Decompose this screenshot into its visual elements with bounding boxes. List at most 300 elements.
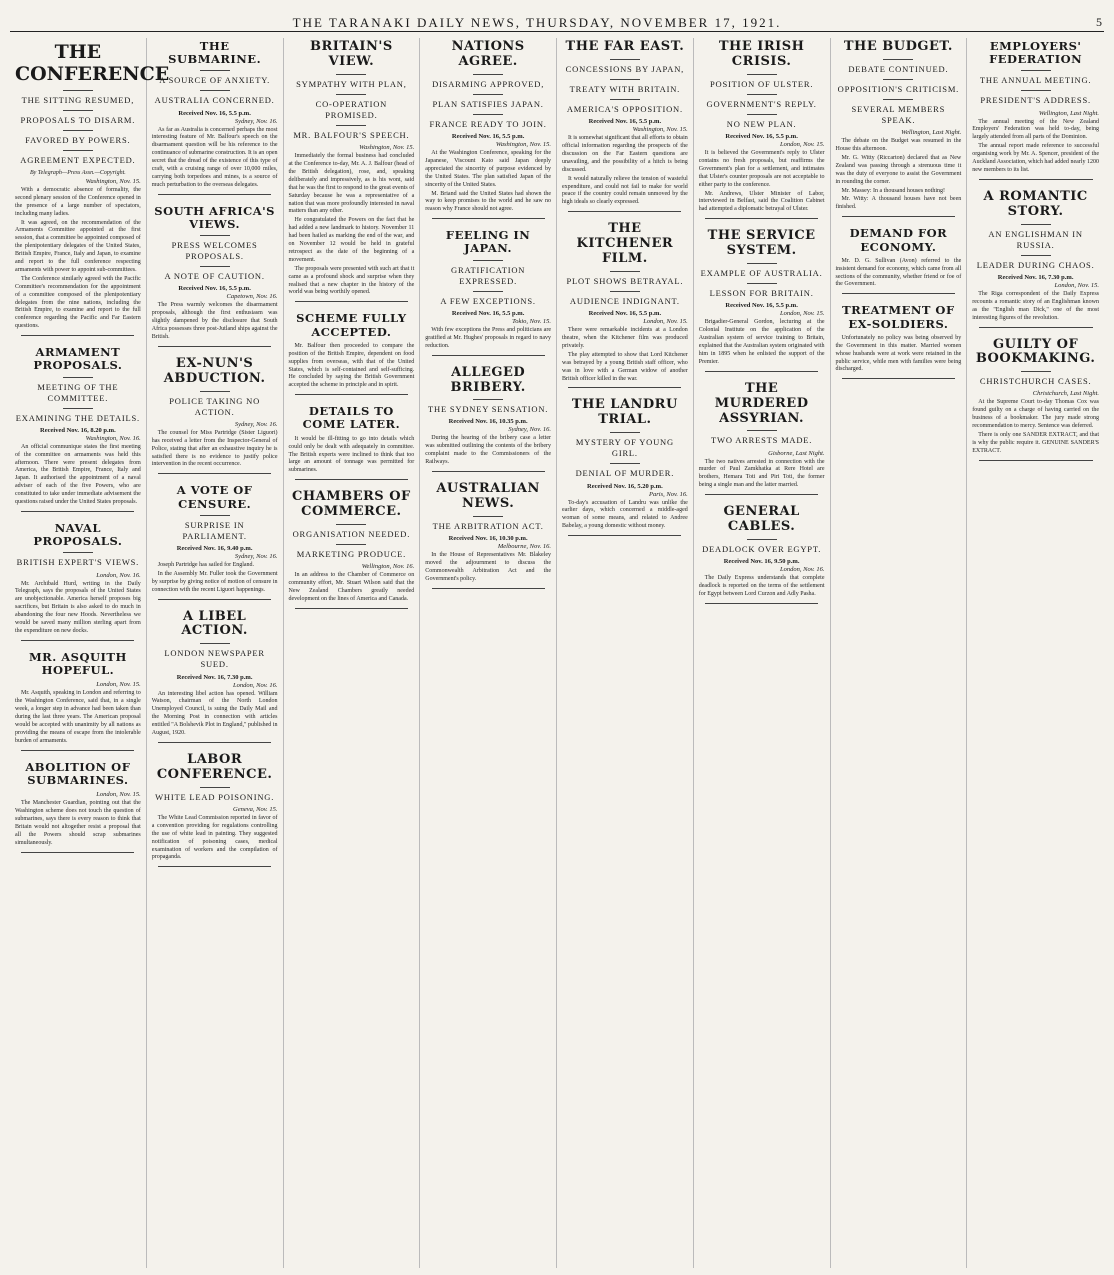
article-end-rule [158, 473, 271, 474]
divider-rule [473, 399, 503, 400]
article-dateline: Washington, Nov. 15. [359, 144, 415, 152]
article [699, 40, 825, 219]
column-8 [967, 38, 1104, 1268]
article [15, 41, 170, 336]
body-paragraph: Mr. Massey: In a thousand houses nothing! [841, 187, 945, 194]
masthead-title: THE TARANAKI DAILY NEWS, THURSDAY, NOVEMBER 17, 1921. [292, 14, 782, 30]
article-dateline: Wellington, Last Night. [901, 129, 962, 137]
article-headline: THE SERVICE SYSTEM. [707, 228, 816, 259]
article-end-rule [705, 371, 818, 372]
divider-rule [63, 90, 93, 91]
article [289, 405, 415, 480]
article-body [425, 327, 551, 351]
divider-rule [747, 539, 777, 540]
body-paragraph: The annual meeting of the New Zealand Employers' Federation was held to-day, being largely attended from all parts of the Dominion. [972, 118, 1099, 141]
divider-rule [200, 90, 230, 91]
column-4 [420, 38, 557, 1268]
article-headline: TREATMENT OF EX-SOLDIERS. [842, 303, 955, 331]
article-end-rule [842, 216, 955, 217]
divider-rule [200, 515, 230, 516]
article-body [152, 430, 278, 470]
article [15, 522, 141, 641]
article-dateline: Capetown, Nov. 16. [226, 293, 278, 301]
article-headline: NATIONS AGREE. [451, 39, 525, 69]
article-body [562, 500, 688, 532]
article-body [15, 444, 141, 507]
article-dateline: London, Nov. 16. [96, 571, 141, 579]
article [15, 651, 141, 751]
article-deck: FRANCE READY TO JOIN. [429, 118, 547, 129]
article-headline: THE MURDERED ASSYRIAN. [714, 380, 809, 426]
article-deck: AGREEMENT EXPECTED. [20, 154, 136, 165]
article-body [425, 150, 551, 214]
body-paragraph: Brigadier-General Gordon, lecturing at the Colonial Institute on the application of the Australian system of service training to Britain, explained that the Australian system originated with him in 1895 when he enlisted the support of the Premier. [698, 319, 825, 365]
article-headline: DEMAND FOR ECONOMY. [849, 226, 948, 254]
article-deck: MYSTERY OF YOUNG GIRL. [575, 437, 674, 459]
article-deck: WHITE LEAD POISONING. [155, 791, 275, 802]
article-dateline: London, Nov. 15. [643, 318, 688, 326]
article-deck: A SOURCE OF ANXIETY. [159, 75, 271, 86]
body-paragraph: The debate on the Budget was resumed in the House this afternoon. [835, 138, 962, 153]
body-paragraph: Mr. Balfour then proceeded to compare the position of the British Empire, dependent on food supplies from overseas, with that of the United States, which is self-contained and self-sufficing. He concluded by saying the British Government accepted the scheme in principle and in spirit. [288, 342, 415, 389]
article-deck: EXAMPLE OF AUSTRALIA. [700, 268, 823, 279]
article-headline: THE LANDRU TRIAL. [571, 397, 678, 428]
article-dateline: London, Nov. 15. [96, 791, 141, 799]
article-headline: THE FAR EAST. [565, 39, 685, 54]
article-deck: LEADER DURING CHAOS. [976, 259, 1095, 270]
article-body [425, 552, 551, 584]
body-paragraph: The Manchester Guardian, pointing out that the Washington scheme does not touch the question of submarines, says there is every reason to think that Britain would not altogether resist a proposal that all the Powers should scrap submarines simultaneously. [15, 800, 141, 846]
divider-rule [883, 99, 913, 100]
article [699, 382, 825, 495]
article-deck: MEETING OF THE COMMITTEE. [37, 381, 119, 403]
article-body [562, 327, 688, 383]
article-end-rule [979, 327, 1093, 328]
divider-rule [610, 79, 640, 80]
column-5 [557, 38, 694, 1268]
received-line: Received Nov. 16, 8.20 p.m. [40, 426, 116, 434]
article-headline: ARMAMENT PROPOSALS. [33, 345, 123, 373]
article [836, 40, 962, 217]
article-deck: PLAN SATISFIES JAPAN. [432, 98, 544, 109]
divider-rule [1021, 90, 1051, 91]
divider-rule [883, 59, 913, 60]
article [699, 229, 825, 371]
column-2 [147, 38, 284, 1268]
article-deck: PRESIDENT'S ADDRESS. [980, 95, 1091, 106]
article-deck: PRESS WELCOMES PROPOSALS. [171, 240, 258, 262]
article-dateline: Geneva, Nov. 15. [233, 805, 278, 813]
divider-rule [336, 524, 366, 525]
article-deck: A FEW EXCEPTIONS. [440, 295, 536, 306]
body-paragraph: At the Supreme Court to-day Thomas Cox was found guilty on a charge of having carried on the business of a bookmaker. The jury made strong recommendation to mercy. Sentence was deferred. [972, 399, 1099, 430]
article-deck: TWO ARRESTS MADE. [711, 435, 813, 446]
article-dateline: Sydney, Nov. 16. [234, 552, 278, 560]
divider-rule [63, 552, 93, 553]
article-dateline: Washington, Nov. 15. [495, 141, 551, 149]
article-body [425, 435, 551, 467]
article-body [289, 436, 415, 476]
article-body [699, 150, 825, 214]
article-body [15, 581, 141, 636]
article [836, 227, 962, 294]
divider-rule [336, 125, 366, 126]
received-line: Received Nov. 16, 5.5 p.m. [451, 133, 525, 141]
article-deck: LONDON NEWSPAPER SUED. [164, 648, 265, 670]
divider-rule [200, 787, 230, 788]
article [152, 484, 278, 599]
article-body [152, 302, 278, 342]
body-paragraph: It was agreed, on the recommendation of the Armaments Committee appointed at the first session, that a committee be appointed composed of the plenipotentiary delegates of the United States, British Empire, France, Italy and Japan, to examine and report to the full conference respecting armaments with power to appoint sub-committees. [15, 219, 141, 273]
divider-rule [473, 291, 503, 292]
received-line: Received Nov. 16, 10.35 p.m. [448, 418, 528, 426]
article [152, 205, 278, 347]
column-6 [694, 38, 831, 1268]
article-headline: THE KITCHENER FILM. [576, 221, 674, 267]
article-deck: SYMPATHY WITH PLAN, [296, 78, 407, 89]
article-body [699, 319, 825, 366]
divider-rule [473, 114, 503, 115]
body-paragraph: In an address to the Chamber of Commerce on community effort, Mr. Stuart Wilson said that the New Zealand Chambers greatly needed development on the lines of America and Canada. [288, 572, 415, 602]
article-body [15, 800, 141, 847]
article [289, 490, 415, 609]
article-end-rule [158, 194, 271, 195]
body-paragraph: It is believed the Government's reply to Ulster contains no fresh proposals, but reaffirms the Government's plan for a settlement, and intimates that Ulster's counter proposals are not acceptable to either party to the conference. [698, 150, 825, 188]
article-dateline: Tokio, Nov. 15. [512, 317, 551, 325]
article-end-rule [432, 355, 545, 356]
divider-rule [747, 263, 777, 264]
body-paragraph: He congratulated the Powers on the fact that he had added a new landmark to history. November 11 had been hailed as marking the end of the war, and on November 12 would be held in grateful retrospect as the date of the beginning of a movement. [288, 217, 415, 263]
article-deck: POSITION OF ULSTER. [709, 78, 814, 89]
divider-rule [63, 130, 93, 131]
article-end-rule [295, 301, 408, 302]
article-deck: GRATIFICATION EXPRESSED. [451, 264, 526, 286]
article-body [289, 572, 415, 604]
article-end-rule [568, 535, 681, 536]
article-end-rule [21, 640, 134, 641]
article-dateline: London, Nov. 15. [780, 310, 825, 318]
article [562, 222, 688, 388]
article-deck: ORGANISATION NEEDED. [292, 529, 411, 540]
article-deck: MR. BALFOUR'S SPEECH. [293, 130, 410, 141]
article-end-rule [432, 588, 545, 589]
article-deck: AMERICA'S OPPOSITION. [566, 104, 683, 115]
article-body [972, 119, 1099, 175]
article-body [152, 815, 278, 862]
article-deck: THE ANNUAL MEETING. [979, 75, 1092, 86]
article-deck: EXAMINING THE DETAILS. [15, 412, 140, 423]
article-headline: GENERAL CABLES. [723, 504, 800, 535]
divider-rule [610, 99, 640, 100]
divider-rule [200, 266, 230, 267]
article-deck: FAVORED BY POWERS. [25, 134, 131, 145]
divider-rule [63, 110, 93, 111]
received-line: Received Nov. 16, 5.5 p.m. [588, 310, 662, 318]
article-end-rule [979, 179, 1093, 180]
article [289, 40, 415, 302]
article-headline: LABOR CONFERENCE. [156, 751, 273, 782]
article-headline: SCHEME FULLY ACCEPTED. [296, 311, 407, 339]
body-paragraph: There is only one SANDER EXTRACT, and that is why the public require it. GENUINE SANDER'S EXTRACT. [972, 432, 1099, 454]
body-paragraph: At the Washington Conference, speaking for the Japanese, Viscount Kato said Japan deeply appreciated the sincerity of purpose evidenced by the United States. The plan satisfied Japan of the sincerity of the United States. [425, 150, 551, 188]
article [15, 761, 141, 853]
body-paragraph: The Press warmly welcomes the disarmament proposals, although the first enthusiasm was slightly dampened by the disclosure that South Africa possesses three post-Jutland ships against the British. [151, 302, 278, 340]
divider-rule [1021, 70, 1051, 71]
article [972, 190, 1099, 328]
divider-rule [610, 59, 640, 60]
article-headline: BRITAIN'S VIEW. [309, 39, 393, 69]
article-dateline: Christchurch, Last Night. [1032, 390, 1099, 398]
received-line: Received Nov. 16, 9.50 p.m. [723, 558, 800, 566]
body-paragraph: Joseph Partridge has sailed for England. [157, 561, 255, 568]
article [425, 40, 551, 219]
article [425, 366, 551, 473]
received-line: Received Nov. 16, 5.5 p.m. [178, 109, 251, 117]
article-dateline: Sydney, Nov. 16. [234, 420, 278, 428]
divider-rule [473, 260, 503, 261]
article [152, 610, 278, 743]
divider-rule [1021, 255, 1051, 256]
article-dateline: London, Nov. 16. [780, 566, 825, 574]
article-deck: OPPOSITION'S CRITICISM. [837, 83, 960, 94]
article-headline: THE SUBMARINE. [168, 39, 262, 67]
divider-rule [610, 463, 640, 464]
article-body [152, 127, 278, 190]
article-body [15, 690, 141, 745]
body-paragraph: To-day's accusation of Landru was unlike the earlier days, which concerned a middle-aged woman of some means, and related to Andree Babelay, a young domestic without money. [562, 499, 688, 530]
body-paragraph: Mr. Witty: A thousand houses have not been finished. [835, 196, 962, 211]
article [562, 40, 688, 212]
article-headline: THE BUDGET. [843, 39, 953, 54]
article-deck: THE SYDNEY SENSATION. [428, 404, 549, 415]
article-end-rule [705, 494, 818, 495]
article-end-rule [158, 599, 271, 600]
article-deck: AN ENGLISHMAN IN RUSSIA. [988, 228, 1083, 250]
article-deck: BRITISH EXPERT'S VIEWS. [16, 557, 140, 568]
divider-rule [336, 544, 366, 545]
article-end-rule [842, 293, 955, 294]
article-dateline: Wellington, Nov. 16. [361, 563, 415, 571]
article-headline: NAVAL PROPOSALS. [33, 521, 123, 549]
divider-rule [610, 291, 640, 292]
article-deck: NO NEW PLAN. [726, 118, 797, 129]
article-deck: AUSTRALIA CONCERNED. [154, 95, 275, 106]
divider-rule [200, 391, 230, 392]
article-dateline: London, Nov. 15. [96, 681, 141, 689]
article [15, 346, 141, 512]
article-body [972, 399, 1099, 455]
article-end-rule [158, 866, 271, 867]
divider-rule [200, 643, 230, 644]
article-dateline: Washington, Nov. 16. [85, 434, 141, 442]
body-paragraph: The Conference similarly agreed with the Pacific Committee's recommendation for the appointment of a committee composed of the plenipotentiary delegates from the nine nations, including the British Empire, to examine and report to the full conference regarding the Pacific and Far Eastern questions. [15, 275, 141, 330]
article-deck: DISARMING APPROVED, [432, 78, 545, 89]
body-paragraph: The two natives arrested in connection with the murder of Paul Zamkhatka at Rere Hotel are brothers, Hemara Toti and Piri Toti, the former being a single man and the latter married. [698, 458, 825, 489]
article-dateline: London, Nov. 15. [1054, 281, 1099, 289]
article [972, 338, 1099, 461]
article-headline: THE CONFERENCE [15, 41, 170, 85]
article-dateline: London, Nov. 15. [780, 141, 825, 149]
body-paragraph: It is somewhat significant that all efforts to obtain official information regarding the prospects of the discussion on the Far Eastern questions are unavailing, and the possibility of a hitch is being discussed. [562, 135, 688, 173]
article-end-rule [21, 852, 134, 853]
article-deck: POLICE TAKING NO ACTION. [169, 395, 261, 417]
article [699, 505, 825, 604]
divider-rule [200, 70, 230, 71]
article-dateline: Melbourne, Nov. 16. [497, 543, 551, 551]
divider-rule [473, 94, 503, 95]
body-paragraph: M. Briand said the United States had shown the way to keep promises to the world and he saw no reason why France should not agree. [425, 190, 551, 213]
body-paragraph: The proposals were presented with such art that it came as a profound shock and surprise when they realised that a new chapter in the history of the world was being worthily opened. [288, 265, 415, 296]
page-number: 5 [1096, 15, 1104, 29]
divider-rule [610, 271, 640, 272]
article-body [699, 459, 825, 491]
body-paragraph: There were remarkable incidents at a London theatre, when the Kitchener film was produced privately. [562, 327, 688, 349]
article-deck: SURPRISE IN PARLIAMENT. [182, 519, 247, 541]
article-end-rule [21, 511, 134, 512]
article-dateline: Wellington, Last Night. [1038, 109, 1099, 117]
received-line: Received Nov. 16, 5.5 p.m. [451, 309, 525, 317]
article-end-rule [295, 608, 408, 609]
received-line: Received Nov. 16, 5.5 p.m. [588, 118, 662, 126]
article-headline: ABOLITION OF SUBMARINES. [25, 759, 131, 787]
received-line: Received Nov. 16, 5.5 p.m. [725, 133, 798, 141]
body-paragraph: The White Lead Commission reported in favor of a convention providing for regulations controlling the use of white lead in painting. They suggested notification of poisoning cases, medical examination of workers and the compilation of propaganda. [151, 814, 278, 861]
article-deck: LESSON FOR BRITAIN. [709, 288, 814, 299]
divider-rule [63, 377, 93, 378]
divider-rule [63, 150, 93, 151]
body-paragraph: As far as Australia is concerned perhaps the most interesting feature of Mr. Balfour's speech on the disarmament question will be his reference to the continuance of submarine construction. It is an open secret that the dread of the existence of this type of craft, with a cruising range of over 10,000 miles, carrying both torpedoes and mines, is a source of much perturbation to the overseas delegates. [151, 126, 278, 188]
article-body [836, 138, 962, 212]
received-line: Received Nov. 16, 7.30 p.m. [997, 273, 1074, 281]
article-body [289, 153, 415, 297]
article-body [699, 575, 825, 599]
article-headline: A ROMANTIC STORY. [983, 188, 1088, 219]
body-paragraph: With few exceptions the Press and politicians are gratified at Mr. Hughes' proposals in regard to navy reduction. [425, 326, 551, 349]
body-paragraph: In the House of Representatives Mr. Blakeley moved the adjournment to discuss the Commonwealth Arbitration Act and the Government's policy. [425, 552, 551, 582]
article-end-rule [21, 335, 134, 336]
columns [10, 38, 1104, 1268]
body-paragraph: The counsel for Miss Partridge (Sister Liguori) has received a letter from the Inspector-General of Police, stating that after an exhaustive inquiry he is satisfied there is no evidence to justify police intervention in the recent occurrence. [151, 429, 278, 468]
article-headline: THE IRISH CRISIS. [718, 39, 805, 69]
article-headline: FEELING IN JAPAN. [445, 228, 531, 256]
received-line: Received Nov. 16, 10.30 p.m. [448, 535, 528, 543]
article-deck: TREATY WITH BRITAIN. [569, 83, 681, 94]
article [562, 398, 688, 536]
article-headline: A VOTE OF CENSURE. [176, 483, 253, 511]
article-headline: SOUTH AFRICA'S VIEWS. [154, 203, 275, 231]
body-paragraph: In the Assembly Mr. Fuller took the Government by surprise by giving notice of motion of censure in connection with the recent Liguori happenings. [151, 570, 278, 593]
article-headline: AUSTRALIAN NEWS. [436, 481, 540, 512]
article-deck: MARKETING PRODUCE. [296, 549, 407, 560]
article-deck: A NOTE OF CAUTION. [164, 271, 265, 282]
article [289, 312, 415, 395]
article-deck: GOVERNMENT'S REPLY. [706, 98, 817, 109]
body-paragraph: An official communique states the first meeting of the committee on armaments was held this afternoon. There were present delegates from America, the British Empire, France, Italy and Japan. It authorised the appointment of a naval adviser of each of the five Powers, who are constituted to take under immediate advisement the questions raised under the United States proposals. [15, 443, 141, 506]
divider-rule [336, 94, 366, 95]
divider-rule [63, 408, 93, 409]
body-paragraph: Mr. Asquith, speaking in London and referring to the Washington Conference, said that, in a single week, a longer step in advance had been taken than during the last three years. The American proposal would be accepted with unanimity by all nations as providing the means of escape from the intolerable burden of armaments. [15, 690, 141, 744]
article-deck: THE SITTING RESUMED, [21, 94, 135, 105]
body-paragraph: It would be ill-fitting to go into details which could only be dealt with adequately in committee. The British experts were inclined to think that too large an amount of tonnage was permitted for submarines. [288, 435, 415, 474]
article-end-rule [979, 460, 1093, 461]
article-headline: CHAMBERS OF COMMERCE. [291, 489, 411, 520]
body-paragraph: It would naturally relieve the tension of wasteful expenditure, and could not fail to make for world peace if the country could remain unmoved by the high ideals so clearly expressed. [562, 175, 688, 206]
received-line: Received Nov. 16, 9.40 p.m. [176, 544, 253, 552]
article-body [562, 135, 688, 207]
body-paragraph: Mr. Andrews, Ulster Minister of Labor, interviewed in Belfast, said the Coalition Cabinet had attempted a diplomatic betrayal of Ulster. [698, 190, 825, 213]
article-dateline: Washington, Nov. 15. [632, 126, 688, 134]
article-dateline: Sydney, Nov. 16. [508, 426, 551, 434]
body-paragraph: Mr. Archibald Hurd, writing in the Daily Telegraph, says the proposals of the United States are unobjectionable. America herself proposes big sacrifices, but Britain is also asked to do much in abandoning the four new Hoods. Nevertheless we would be saved many million sterling apart from the expenditure on new docks. [15, 580, 141, 634]
body-paragraph: The annual report made reference to successful organising work by Mr. A. Spencer, president of the Auckland Association, which had added nearly 1200 new members to its list. [972, 143, 1099, 173]
body-paragraph: An interesting libel action has opened. William Watson, chairman of the North London Unemployed Council, is suing the Daily Mail and the Morning Post in connection with articles entitled "A Bolshevik Plot in England," published in August, 1920. [151, 690, 278, 737]
article [836, 304, 962, 379]
divider-rule [1021, 371, 1051, 372]
article-end-rule [295, 394, 408, 395]
received-line: Received Nov. 16, 5.5 p.m. [725, 302, 798, 310]
body-paragraph: Immediately the formal business had concluded at the Conference to-day, Mr. A. J. Balfour (head of the British delegation), rose, and, speaking deliberately and impressively, as is his wont, said that he was the first to respond to the great events of Saturday because he was a representative of a nation that was more profoundly interested in naval matters than any other. [288, 153, 415, 215]
article-dateline: Gisborne, Last Night. [768, 449, 825, 457]
article-deck: SEVERAL MEMBERS SPEAK. [851, 104, 946, 126]
divider-rule [747, 283, 777, 284]
divider-rule [610, 432, 640, 433]
article-deck: CONCESSIONS BY JAPAN, [565, 63, 685, 74]
article-body [836, 258, 962, 290]
article-deck: PLOT SHOWS BETRAYAL. [566, 276, 684, 287]
body-paragraph: Unfortunately no policy was being observed by the Government in this matter. Married women whose husbands were at work were retained in the public service, while men with families were being discharged. [835, 334, 962, 373]
article-end-rule [432, 471, 545, 472]
article-headline: A LIBEL ACTION. [181, 608, 248, 639]
article-body [152, 562, 278, 595]
article-body [15, 187, 141, 331]
article-deck: THE ARBITRATION ACT. [432, 520, 544, 531]
column-3 [284, 38, 421, 1268]
article [152, 357, 278, 475]
article-end-rule [568, 211, 681, 212]
article-byline: By Telegraph—Press Assn.—Copyright. [29, 169, 126, 176]
article-headline: GUILTY OF BOOKMAKING. [975, 336, 1096, 367]
column-1 [10, 38, 170, 1268]
column-7 [831, 38, 968, 1268]
divider-rule [747, 114, 777, 115]
article-body [972, 291, 1099, 323]
article-dateline: Washington, Nov. 15. [85, 177, 141, 185]
article-headline: ALLEGED BRIBERY. [450, 364, 526, 395]
body-paragraph: The Riga correspondent of the Daily Express recounts a romantic story of an Englishman known as the "English man Dick," one of the most interesting figures of the revolution. [972, 290, 1099, 321]
article-end-rule [158, 742, 271, 743]
body-paragraph: During the hearing of the bribery case a letter was submitted outlining the contents of the bribery complaint made to the Commissioners of the Railways. [425, 435, 551, 466]
article-end-rule [842, 378, 955, 379]
article [972, 40, 1099, 180]
article-end-rule [21, 750, 134, 751]
divider-rule [747, 430, 777, 431]
received-line: Received Nov. 16, 7.30 p.m. [176, 673, 253, 681]
article-deck: AUDIENCE INDIGNANT. [569, 296, 680, 307]
masthead [10, 14, 1104, 32]
article-deck: CO-OPERATION PROMISED. [315, 98, 388, 120]
article-headline: DETAILS TO COME LATER. [302, 404, 401, 432]
body-paragraph: The play attempted to show that Lord Kitchener was betrayed by a young British staff officer, who was in love with a German widow of another British officer killed in the war. [562, 351, 688, 382]
article [425, 229, 551, 355]
divider-rule [200, 235, 230, 236]
divider-rule [473, 516, 503, 517]
divider-rule [883, 79, 913, 80]
article-body [289, 343, 415, 390]
article-deck: PROPOSALS TO DISARM. [20, 114, 136, 125]
article [152, 40, 278, 195]
article-deck: CHRISTCHURCH CASES. [979, 376, 1092, 387]
received-line: Received Nov. 16, 5.20 p.m. [587, 482, 663, 490]
